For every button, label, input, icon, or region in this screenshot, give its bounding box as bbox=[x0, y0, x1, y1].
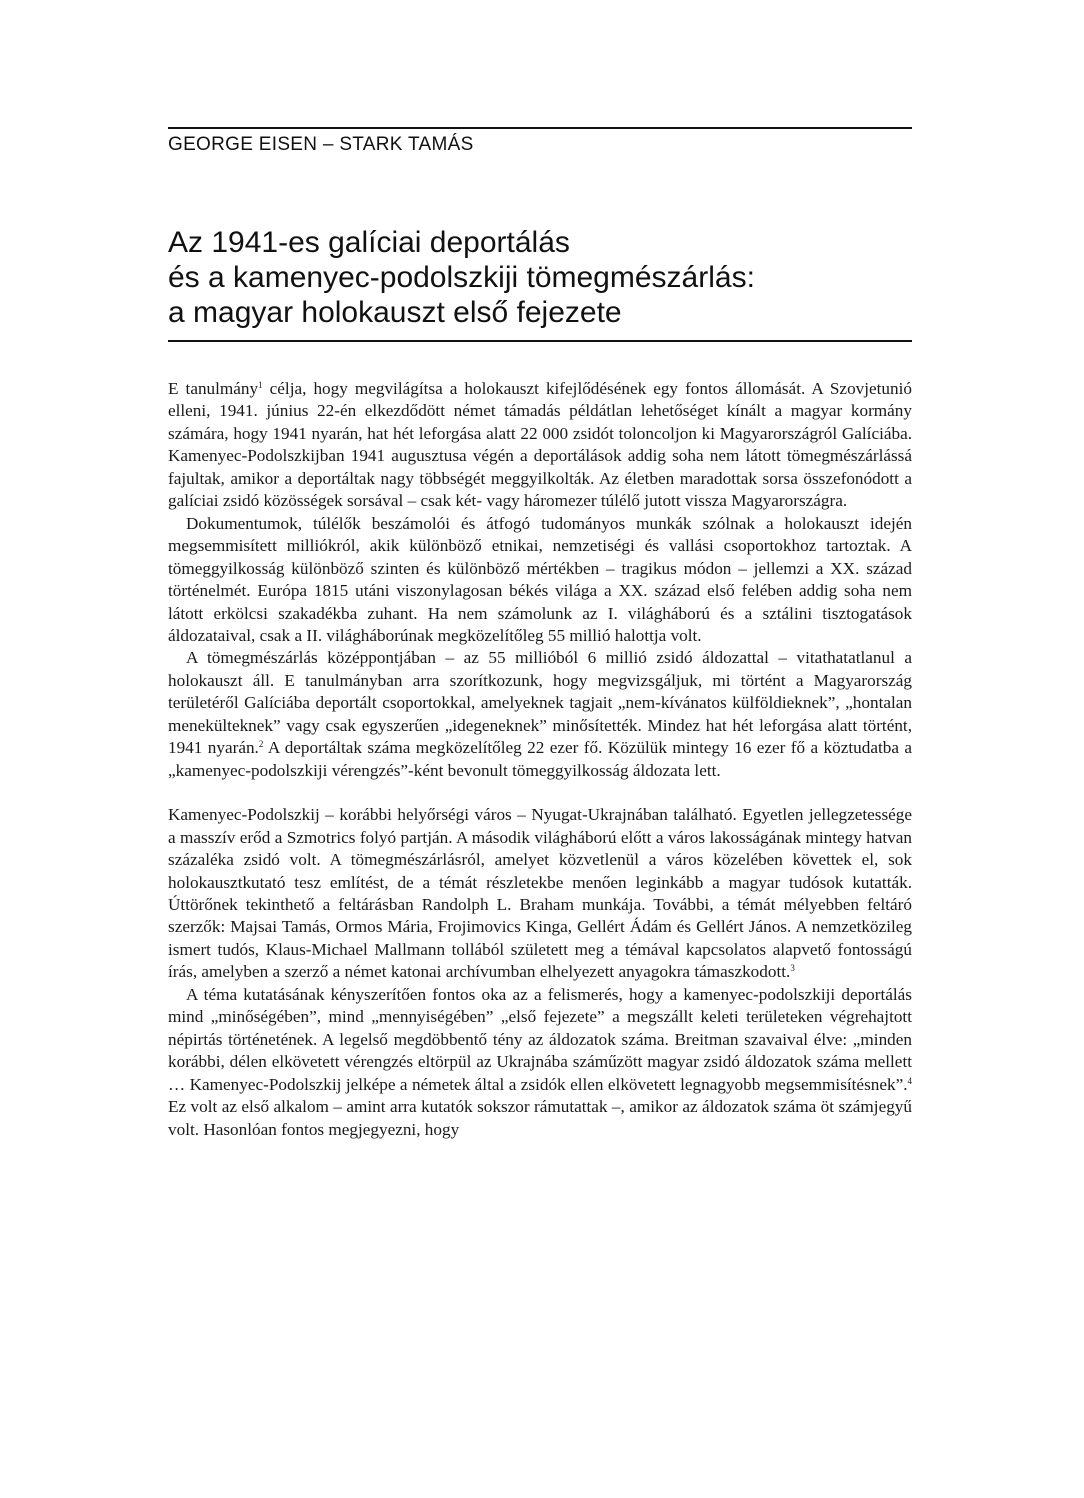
paragraph-text: A téma kutatásának kényszerítően fontos oka az a felismerés, hogy a kamenyec-podolszkiji deportálás mind „minőségében”, mind „mennyiségében” „első fejezete” a megszállt keleti területeken végrehajtott népirtás történetének. A legelső megdöbbentő tény az áldozatok száma. Breitman szavaival élve: „minden korábbi, délen elkövetett vérengzés eltörpül az Ukrajnába száműzött magyar zsidó áldozatok száma mellett … Kamenyec-Podolszkij jelképe a németek által a zsidók ellen elkövetett legnagyobb megsemmisítésnek”. bbox=[168, 984, 912, 1094]
paragraph-text: A deportáltak száma megközelítőleg 22 ezer fő. Közülük mintegy 16 ezer fő a köztudatba a „kamenyec-podolszkiji vérengzés”-ként bevonult tömeggyilkosság áldozata lett. bbox=[168, 738, 912, 780]
paragraph-text: célja, hogy megvilágítsa a holokauszt kifejlődésének egy fontos állomását. A Szovjetunió elleni, 1941. június 22-én elkezdődött német támadás példátlan lehetőséget kínált a magyar kormány számára, hogy 1941 nyarán, hat hét leforgása alatt 22 000 zsidót toloncoljon ki Magyarországról Galíciába. Kamenyec-Podolszkijban 1941 augusztusa végén a deportálások addig soha nem látott tömegmészárlássá fajultak, amikor a deportáltak nagy többségét meggyilkolták. Az életben maradottak sorsa összefonódott a galíciai zsidó közösségek sorsával – csak két- vagy háromezer túlélő jutott vissza Magyarországra. bbox=[168, 379, 912, 511]
paragraph bbox=[168, 984, 912, 1141]
paragraph-text: E tanulmány bbox=[168, 379, 259, 398]
running-header-authors: GEORGE EISEN – STARK TAMÁS bbox=[168, 134, 474, 155]
header-rule bbox=[168, 127, 912, 129]
article-body bbox=[168, 378, 912, 1141]
footnote-marker: 2 bbox=[258, 739, 264, 750]
paragraph bbox=[168, 513, 912, 648]
paragraph bbox=[168, 804, 912, 984]
title-line: a magyar holokauszt első fejezete bbox=[168, 296, 622, 329]
title-line: és a kamenyec-podolszkiji tömegmészárlás: bbox=[168, 261, 755, 294]
paragraph-text: A tömegmészárlás középpontjában – az 55 millióból 6 millió zsidó áldozattal – vitathatatlanul a holokauszt áll. E tanulmányban arra szorítkozunk, hogy megvizsgáljuk, mi történt a Magyarország területéről Galíciába deportált csoportokkal, amelyeknek tagjait „nem-kívánatos külföldieknek”, „hontalan menekülteknek” vagy csak egyszerűen „idegeneknek” minősítették. Mindez hat hét leforgása alatt történt, 1941 nyarán. bbox=[168, 648, 912, 758]
footnote-marker: 3 bbox=[790, 963, 795, 974]
paragraph bbox=[168, 647, 912, 782]
footnote-marker: 1 bbox=[258, 380, 263, 390]
footnote-marker: 4 bbox=[907, 1075, 912, 1086]
paragraph-text: Ez volt az első alkalom – amint arra kutatók sokszor rámutattak –, amikor az áldozatok száma öt számjegyű volt. Hasonlóan fontos megjegyezni, hogy bbox=[168, 1097, 912, 1139]
title-rule bbox=[168, 340, 912, 342]
paragraph-text: Kamenyec-Podolszkij – korábbi helyőrségi város – Nyugat-Ukrajnában található. Egyetlen jellegzetessége a masszív erőd a Szmotrics folyó partján. A második világháború előtt a város lakosságának mintegy hatvan százaléka zsidó volt. A tömegmészárlásról, amelyet közvetlenül a város közelében követtek el, sok holokausztkutató tesz említést, de a témát részletekbe menően leginkább a magyar tudósok kutatták. Úttörőnek tekinthető a feltárásban Randolph L. Braham munkája. További, a témát mélyebben feltáró szerzők: Majsai Tamás, Ormos Mária, Frojimovics Kinga, Gellért Ádám és Gellért János. A nemzetközileg ismert tudós, Klaus-Michael Mallmann tollából született meg a témával kapcsolatos alapvető fontosságú írás, amelyben a szerző a német katonai archívumban elhelyezett anyagokra támaszkodott. bbox=[168, 805, 912, 982]
title-line: Az 1941-es galíciai deportálás bbox=[168, 226, 570, 259]
paragraph bbox=[168, 378, 912, 513]
paragraph-text: Dokumentumok, túlélők beszámolói és átfogó tudományos munkák szólnak a holokauszt idején megsemmisített milliókról, akik különböző etnikai, nemzetiségi és vallási csoportokhoz tartoztak. A tömeggyilkosság különböző szinten és különböző mértékben – tragikus módon – jellemzi a XX. század történelmét. Európa 1815 utáni viszonylagosan békés világa a XX. század első felében addig soha nem látott erkölcsi szakadékba zuhant. Ha nem számolunk az I. világháború és a sztálini tisztogatások áldozataival, csak a II. világháborúnak megközelítőleg 55 millió halottja volt. bbox=[168, 513, 912, 645]
article-title bbox=[168, 225, 912, 330]
